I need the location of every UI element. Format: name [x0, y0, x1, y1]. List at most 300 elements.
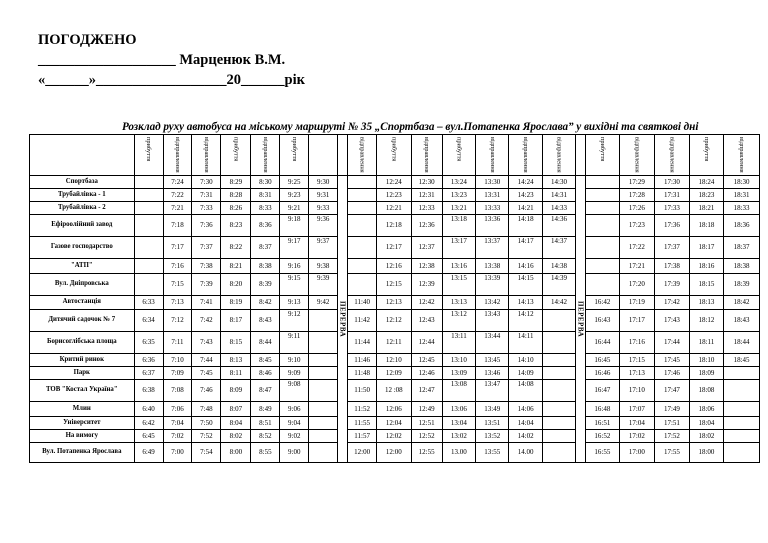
time-cell: 18:44 [724, 331, 760, 353]
time-cell: 14.00 [509, 442, 542, 462]
time-cell: 17:46 [655, 366, 689, 379]
time-cell: 18:33 [724, 201, 760, 214]
time-cell: 9:42 [309, 295, 338, 309]
time-cell: 17:13 [619, 366, 655, 379]
break-label: ПЕРЕРВА [338, 175, 348, 462]
time-cell: 18:23 [689, 188, 723, 201]
column-header-label: відправлення [423, 137, 431, 173]
time-cell: 11:42 [348, 309, 377, 331]
time-cell: 18:10 [689, 353, 723, 366]
time-cell [542, 416, 575, 429]
time-cell: 16:52 [586, 429, 619, 442]
time-cell: 18:08 [689, 379, 723, 401]
time-cell: 12:10 [377, 353, 411, 366]
time-cell: 17:33 [655, 201, 689, 214]
time-cell: 16:55 [586, 442, 619, 462]
time-cell [348, 201, 377, 214]
time-cell: 6:38 [134, 379, 163, 401]
time-cell: 7:37 [192, 236, 221, 258]
time-cell: 13:52 [476, 429, 509, 442]
time-cell: 8:49 [251, 401, 280, 416]
time-cell: 16:42 [586, 295, 619, 309]
time-cell: 14:12 [509, 309, 542, 331]
time-cell: 7:21 [163, 201, 192, 214]
time-cell: 8:09 [221, 379, 251, 401]
table-row [30, 379, 760, 401]
time-cell [542, 366, 575, 379]
time-cell: 7:46 [192, 379, 221, 401]
time-cell [309, 401, 338, 416]
time-cell: 17:07 [619, 401, 655, 416]
time-cell: 13:49 [476, 401, 509, 416]
time-cell: 13:08 [442, 379, 475, 401]
time-cell: 12 :08 [377, 379, 411, 401]
time-cell: 14:06 [509, 401, 542, 416]
time-cell: 8:15 [221, 331, 251, 353]
time-cell: 18:30 [724, 175, 760, 188]
time-cell: 14:21 [509, 201, 542, 214]
time-cell: 16:47 [586, 379, 619, 401]
time-cell: 13:38 [476, 258, 509, 273]
stop-name: Автостанція [30, 295, 135, 309]
time-cell: 14:13 [509, 295, 542, 309]
time-cell: 7:43 [192, 331, 221, 353]
time-cell: 18:24 [689, 175, 723, 188]
time-cell [542, 379, 575, 401]
time-cell: 18:02 [689, 429, 723, 442]
time-cell: 12:30 [411, 175, 442, 188]
time-cell: 13:13 [442, 295, 475, 309]
time-cell: 17:43 [655, 309, 689, 331]
time-cell: 8:37 [251, 236, 280, 258]
time-cell: 13:24 [442, 175, 475, 188]
time-cell: 7:00 [163, 442, 192, 462]
time-cell: 16:46 [586, 366, 619, 379]
stop-name: "АТП" [30, 258, 135, 273]
column-header-label: відправлення [738, 137, 746, 173]
time-cell: 12:51 [411, 416, 442, 429]
column-header-label: відправлення [522, 137, 530, 173]
time-cell: 17:39 [655, 273, 689, 295]
stop-name: Вул. Дніпровська [30, 273, 135, 295]
time-cell [348, 258, 377, 273]
time-cell: 17:17 [619, 309, 655, 331]
time-cell: 14:08 [509, 379, 542, 401]
time-cell: 14:37 [542, 236, 575, 258]
time-cell: 11:50 [348, 379, 377, 401]
time-cell: 7:10 [163, 353, 192, 366]
column-header-label: відправлення [488, 137, 496, 173]
time-cell: 18:45 [724, 353, 760, 366]
time-cell: 18:43 [724, 309, 760, 331]
stop-name: Ефіроолійний завод [30, 214, 135, 236]
time-cell: 13:30 [476, 175, 509, 188]
time-cell: 17:44 [655, 331, 689, 353]
timetable [29, 134, 760, 463]
table-row [30, 188, 760, 201]
time-cell [542, 309, 575, 331]
approval-date-line: «______»__________________20______рік [38, 72, 305, 88]
time-cell: 7:15 [163, 273, 192, 295]
table-row [30, 214, 760, 236]
time-cell: 18:39 [724, 273, 760, 295]
time-cell: 13:47 [476, 379, 509, 401]
time-cell: 14:09 [509, 366, 542, 379]
time-cell: 8:43 [251, 309, 280, 331]
time-cell: 12:45 [411, 353, 442, 366]
table-row [30, 273, 760, 295]
time-cell: 8:00 [221, 442, 251, 462]
stop-name: Трубайлівка - 1 [30, 188, 135, 201]
time-cell: 9:31 [309, 188, 338, 201]
time-cell: 7:44 [192, 353, 221, 366]
time-cell: 8:51 [251, 416, 280, 429]
time-cell: 14:23 [509, 188, 542, 201]
table-row [30, 429, 760, 442]
time-cell: 12:42 [411, 295, 442, 309]
time-cell [309, 429, 338, 442]
time-cell: 17:31 [655, 188, 689, 201]
time-cell [586, 273, 619, 295]
time-cell [724, 366, 760, 379]
time-cell: 11:57 [348, 429, 377, 442]
time-cell: 8:19 [221, 295, 251, 309]
time-cell: 13:02 [442, 429, 475, 442]
time-cell [542, 442, 575, 462]
time-cell: 7:48 [192, 401, 221, 416]
table-row [30, 201, 760, 214]
time-cell: 13:06 [442, 401, 475, 416]
column-header [411, 135, 442, 176]
time-cell: 17:42 [655, 295, 689, 309]
time-cell: 12:37 [411, 236, 442, 258]
time-cell: 13:43 [476, 309, 509, 331]
time-cell: 7:30 [192, 175, 221, 188]
table-row [30, 401, 760, 416]
table-row [30, 331, 760, 353]
time-cell: 13:37 [476, 236, 509, 258]
table-row [30, 258, 760, 273]
time-cell: 8:42 [251, 295, 280, 309]
time-cell: 12:33 [411, 201, 442, 214]
time-cell: 13:42 [476, 295, 509, 309]
time-cell: 13:17 [442, 236, 475, 258]
stop-name: Дитячий садочок № 7 [30, 309, 135, 331]
time-cell [309, 331, 338, 353]
time-cell: 18:06 [689, 401, 723, 416]
time-cell: 18:18 [689, 214, 723, 236]
column-header-label: прибуття [598, 137, 606, 162]
time-cell: 17:20 [619, 273, 655, 295]
time-cell: 13:33 [476, 201, 509, 214]
time-cell: 8:55 [251, 442, 280, 462]
column-header-label: відправлення [668, 137, 676, 173]
column-header [689, 135, 723, 176]
time-cell: 9:37 [309, 236, 338, 258]
stop-name: Університет [30, 416, 135, 429]
time-cell: 9:30 [309, 175, 338, 188]
time-cell: 17:00 [619, 442, 655, 462]
time-cell: 18:42 [724, 295, 760, 309]
column-header [442, 135, 475, 176]
time-cell: 11:46 [348, 353, 377, 366]
time-cell [134, 258, 163, 273]
stop-name: Спортбаза [30, 175, 135, 188]
time-cell: 9:39 [309, 273, 338, 295]
stop-name: Борисоглібська площа [30, 331, 135, 353]
time-cell: 6:40 [134, 401, 163, 416]
column-header [619, 135, 655, 176]
time-cell: 9:10 [280, 353, 309, 366]
time-cell: 7:17 [163, 236, 192, 258]
time-cell: 17:26 [619, 201, 655, 214]
time-cell: 13.00 [442, 442, 475, 462]
time-cell: 7:18 [163, 214, 192, 236]
time-cell: 11:52 [348, 401, 377, 416]
time-cell: 8:29 [221, 175, 251, 188]
time-cell: 14:42 [542, 295, 575, 309]
time-cell: 17:29 [619, 175, 655, 188]
time-cell: 14:02 [509, 429, 542, 442]
time-cell [134, 188, 163, 201]
time-cell [348, 175, 377, 188]
column-header [377, 135, 411, 176]
time-cell: 9:23 [280, 188, 309, 201]
table-row [30, 309, 760, 331]
time-cell: 8:11 [221, 366, 251, 379]
time-cell: 9:25 [280, 175, 309, 188]
time-cell: 9:00 [280, 442, 309, 462]
time-cell [542, 353, 575, 366]
time-cell [309, 309, 338, 331]
stop-name: Млин [30, 401, 135, 416]
time-cell: 17:55 [655, 442, 689, 462]
time-cell [134, 214, 163, 236]
stop-name: На вимогу [30, 429, 135, 442]
break-header [338, 135, 348, 176]
stop-name: Критий ринок [30, 353, 135, 366]
time-cell [586, 258, 619, 273]
table-row [30, 175, 760, 188]
time-cell: 8:45 [251, 353, 280, 366]
time-cell [348, 188, 377, 201]
column-header [476, 135, 509, 176]
time-cell: 17:37 [655, 236, 689, 258]
time-cell: 12:39 [411, 273, 442, 295]
time-cell [309, 442, 338, 462]
time-cell [724, 401, 760, 416]
time-cell: 12:24 [377, 175, 411, 188]
time-cell: 14:31 [542, 188, 575, 201]
time-cell: 12:02 [377, 429, 411, 442]
time-cell: 8:20 [221, 273, 251, 295]
time-cell: 12:36 [411, 214, 442, 236]
approval-block [38, 30, 305, 90]
time-cell: 8:04 [221, 416, 251, 429]
time-cell: 9:18 [280, 214, 309, 236]
time-cell: 12:11 [377, 331, 411, 353]
time-cell: 17:30 [655, 175, 689, 188]
time-cell [724, 416, 760, 429]
table-row [30, 236, 760, 258]
time-cell: 14:24 [509, 175, 542, 188]
column-header [655, 135, 689, 176]
time-cell: 14:39 [542, 273, 575, 295]
time-cell: 18:38 [724, 258, 760, 273]
column-header [280, 135, 309, 176]
time-cell: 6:37 [134, 366, 163, 379]
time-cell: 8:36 [251, 214, 280, 236]
time-cell: 14:33 [542, 201, 575, 214]
time-cell: 9:16 [280, 258, 309, 273]
column-header-label: прибуття [702, 137, 710, 162]
time-cell: 7:11 [163, 331, 192, 353]
time-cell: 12:52 [411, 429, 442, 442]
column-header-label: прибуття [145, 137, 153, 162]
time-cell: 13:51 [476, 416, 509, 429]
time-cell: 12:31 [411, 188, 442, 201]
time-cell: 7:02 [163, 429, 192, 442]
time-cell: 8:38 [251, 258, 280, 273]
column-header [134, 135, 163, 176]
time-cell: 7:22 [163, 188, 192, 201]
time-cell: 13:04 [442, 416, 475, 429]
time-cell [586, 201, 619, 214]
time-cell: 14:04 [509, 416, 542, 429]
break-label: ПЕРЕРВА [576, 175, 586, 462]
approval-signature-line: ___________________ Марценюк В.М. [38, 52, 286, 68]
time-cell [134, 236, 163, 258]
time-cell: 6:33 [134, 295, 163, 309]
time-cell [348, 273, 377, 295]
time-cell [348, 236, 377, 258]
column-header [192, 135, 221, 176]
time-cell: 8:44 [251, 331, 280, 353]
time-cell [724, 429, 760, 442]
time-cell: 6:36 [134, 353, 163, 366]
time-cell [134, 175, 163, 188]
time-cell: 7:36 [192, 214, 221, 236]
time-cell: 12:55 [411, 442, 442, 462]
time-cell: 18:04 [689, 416, 723, 429]
time-cell: 13:11 [442, 331, 475, 353]
table-row [30, 366, 760, 379]
approval-heading: ПОГОДЖЕНО [38, 32, 137, 48]
time-cell: 18:21 [689, 201, 723, 214]
time-cell: 17:45 [655, 353, 689, 366]
column-header [724, 135, 760, 176]
time-cell: 9:21 [280, 201, 309, 214]
time-cell: 13:21 [442, 201, 475, 214]
time-cell: 8:47 [251, 379, 280, 401]
time-cell: 7:50 [192, 416, 221, 429]
time-cell: 16:48 [586, 401, 619, 416]
stop-name: Вул. Потапенка Ярослава [30, 442, 135, 462]
time-cell: 9:02 [280, 429, 309, 442]
time-cell: 14:18 [509, 214, 542, 236]
time-cell: 17:02 [619, 429, 655, 442]
time-cell: 8:30 [251, 175, 280, 188]
time-cell: 12:00 [377, 442, 411, 462]
column-header-label: відправлення [261, 137, 269, 173]
time-cell [309, 379, 338, 401]
stop-name: ТОВ "Костал Україна" [30, 379, 135, 401]
time-cell: 7:16 [163, 258, 192, 273]
time-cell [586, 188, 619, 201]
time-cell: 13:09 [442, 366, 475, 379]
time-cell: 9:17 [280, 236, 309, 258]
time-cell: 18:36 [724, 214, 760, 236]
time-cell: 14:11 [509, 331, 542, 353]
time-cell: 8:52 [251, 429, 280, 442]
time-cell: 13:55 [476, 442, 509, 462]
time-cell: 13:16 [442, 258, 475, 273]
time-cell: 18:17 [689, 236, 723, 258]
time-cell: 12:49 [411, 401, 442, 416]
time-cell: 8:46 [251, 366, 280, 379]
time-cell: 8:39 [251, 273, 280, 295]
time-cell: 7:52 [192, 429, 221, 442]
time-cell: 7:24 [163, 175, 192, 188]
time-cell: 9:06 [280, 401, 309, 416]
time-cell: 12:12 [377, 309, 411, 331]
time-cell: 18:13 [689, 295, 723, 309]
time-cell: 13:39 [476, 273, 509, 295]
column-header-label: відправлення [633, 137, 641, 173]
stop-name: Парк [30, 366, 135, 379]
time-cell: 7:39 [192, 273, 221, 295]
time-cell: 7:08 [163, 379, 192, 401]
column-header-label: відправлення [555, 137, 563, 173]
time-cell: 8:17 [221, 309, 251, 331]
time-cell: 12:38 [411, 258, 442, 273]
column-header-label: прибуття [390, 137, 398, 162]
time-cell: 8:22 [221, 236, 251, 258]
time-cell: 9:11 [280, 331, 309, 353]
table-row [30, 442, 760, 462]
time-cell: 6:49 [134, 442, 163, 462]
time-cell: 14:15 [509, 273, 542, 295]
time-cell: 9:04 [280, 416, 309, 429]
time-cell: 9:33 [309, 201, 338, 214]
schedule-title: Розклад руху автобуса на міському маршруті № 35 „Спортбаза – вул.Потапенка Ярослава” у вихідні та святкові дні [122, 121, 699, 133]
time-cell: 17:28 [619, 188, 655, 201]
time-cell: 14:17 [509, 236, 542, 258]
time-cell [309, 353, 338, 366]
time-cell: 12:18 [377, 214, 411, 236]
time-cell: 6:45 [134, 429, 163, 442]
time-cell: 9:12 [280, 309, 309, 331]
time-cell: 18:11 [689, 331, 723, 353]
time-cell: 12:09 [377, 366, 411, 379]
time-cell: 18:31 [724, 188, 760, 201]
time-cell: 18:09 [689, 366, 723, 379]
time-cell: 7:12 [163, 309, 192, 331]
time-cell: 8:26 [221, 201, 251, 214]
time-cell: 7:45 [192, 366, 221, 379]
column-header [163, 135, 192, 176]
header-row [30, 135, 760, 176]
time-cell: 12:47 [411, 379, 442, 401]
time-cell: 7:33 [192, 201, 221, 214]
column-header-label: відправлення [173, 137, 181, 173]
time-cell: 14:10 [509, 353, 542, 366]
time-cell: 12:23 [377, 188, 411, 201]
time-cell: 12:46 [411, 366, 442, 379]
time-cell: 7:04 [163, 416, 192, 429]
column-header-label: прибуття [232, 137, 240, 162]
time-cell: 17:51 [655, 416, 689, 429]
